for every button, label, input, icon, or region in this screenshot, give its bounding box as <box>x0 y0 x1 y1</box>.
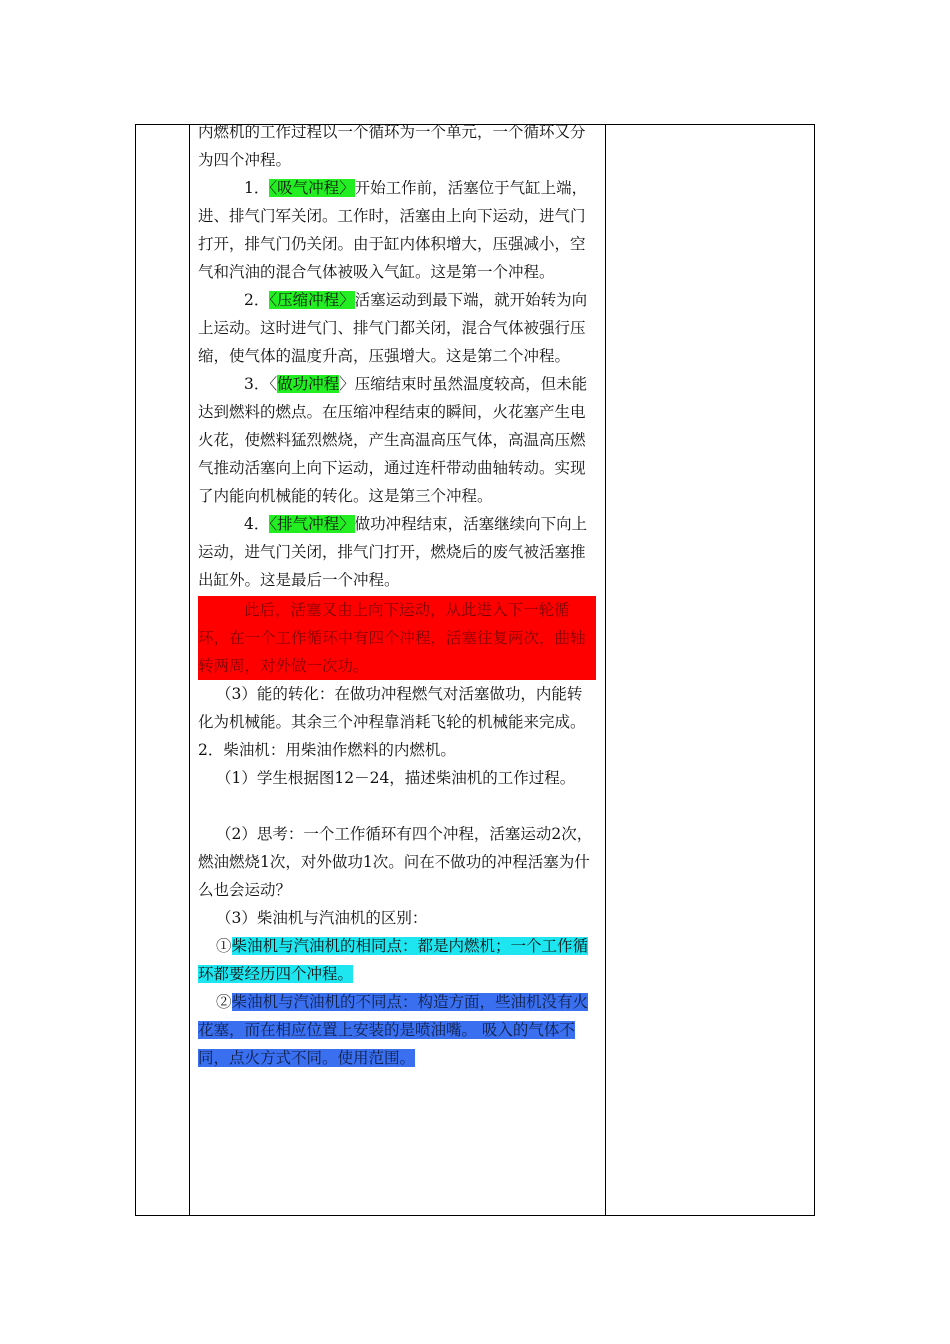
stroke-compression-name: 〈压缩冲程〉 <box>269 291 355 309</box>
diesel-question-1: （1）学生根据图12－24，描述柴油机的工作过程。 <box>216 769 576 787</box>
same-points-highlight: 柴油机与汽油机的相同点：都是内燃机；一个工作循环都要经历四个冲程。 <box>198 937 589 983</box>
diesel-title: 2．柴油机：用柴油作燃料的内燃机。 <box>198 741 456 759</box>
diesel-question-3: （3）柴油机与汽油机的区别： <box>216 909 428 927</box>
column-divider-2 <box>605 125 606 1215</box>
energy-conversion: （3）能的转化：在做功冲程燃气对活塞做功，内能转化为机械能。其余三个冲程靠消耗飞轮的机械能来完成。 <box>198 685 586 731</box>
stroke-intake-name: 〈吸气冲程〉 <box>269 179 355 197</box>
lesson-content <box>198 118 596 1072</box>
cycle-summary-highlight: 此后，活塞又由上向下运动，从此进入下一轮循环，在一个工作循环中有四个冲程，活塞往复两次，曲轴转两周，对外做一次功。 <box>198 596 596 680</box>
stroke-power-name: 做功冲程 <box>277 375 340 393</box>
same-points: ①柴油机与汽油机的相同点：都是内燃机；一个工作循环都要经历四个冲程。 <box>198 937 589 983</box>
blank-line <box>198 792 596 820</box>
diesel-question-2: （2）思考：一个工作循环有四个冲程，活塞运动2次，燃油燃烧1次，对外做功1次。问在不做功的冲程活塞为什么也会运动？ <box>198 825 593 899</box>
intro-paragraph: 内燃机的工作过程以一个循环为一个单元，一个循环又分为四个冲程。 <box>198 123 586 169</box>
column-divider-1 <box>189 125 190 1215</box>
different-points-highlight: 柴油机与汽油机的不同点：构造方面，些油机没有火花塞，而在相应位置上安装的是喷油嘴。 吸入的气体不同，点火方式不同。使用范围。 <box>198 993 589 1067</box>
stroke-intake: 1．〈吸气冲程〉开始工作前，活塞位于气缸上端，进、排气门军关闭。工作时，活塞由上向下运动，进气门打开，排气门仍关闭。由于缸内体积增大，压强减小，空气和汽油的混合气体被吸入气缸。这是第一个冲程。 <box>198 179 588 281</box>
stroke-compression: 2．〈压缩冲程〉活塞运动到最下端，就开始转为向上运动。这时进气门、排气门都关闭，混合气体被强行压缩，使气体的温度升高，压强增大。这是第二个冲程。 <box>198 291 588 365</box>
stroke-power: 3．〈做功冲程〉压缩结束时虽然温度较高，但未能达到燃料的燃点。在压缩冲程结束的瞬间，火花塞产生电火花，使燃料猛烈燃烧，产生高温高压气体，高温高压燃气推动活塞向上向下运动，通过连杆带动曲轴转动。实现了内能向机械能的转化。这是第三个冲程。 <box>198 375 588 505</box>
stroke-exhaust: 4．〈排气冲程〉做功冲程结束，活塞继续向下向上运动，进气门关闭，排气门打开，燃烧后的废气被活塞推出缸外。这是最后一个冲程。 <box>198 515 588 589</box>
different-points: ②柴油机与汽油机的不同点：构造方面，些油机没有火花塞，而在相应位置上安装的是喷油嘴。 吸入的气体不同，点火方式不同。使用范围。 <box>198 993 589 1067</box>
stroke-exhaust-name: 〈排气冲程〉 <box>269 515 355 533</box>
